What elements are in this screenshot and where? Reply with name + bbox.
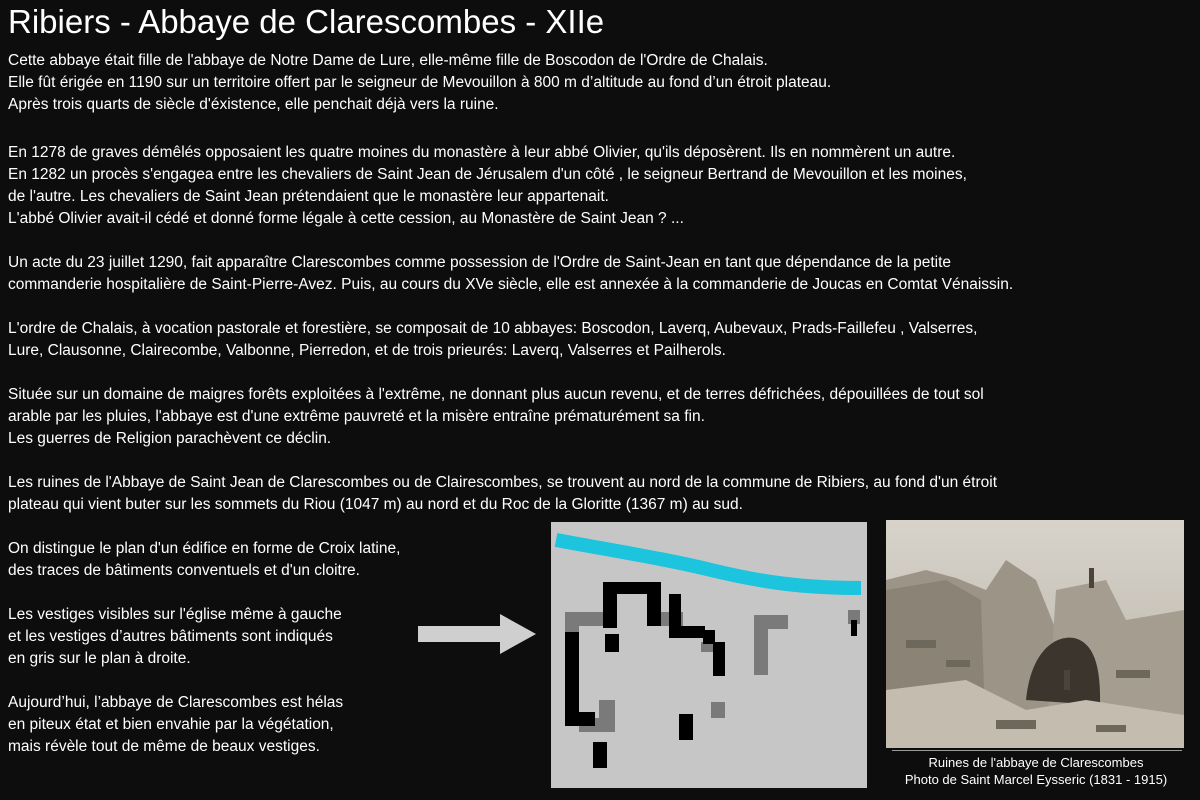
paragraph-saint-jean (8, 252, 1013, 296)
paragraph-plan (8, 538, 400, 582)
text-line: des traces de bâtiments conventuels et d'un cloitre. (8, 562, 360, 579)
caption-divider (892, 750, 1182, 751)
right-arrow-icon (418, 614, 536, 659)
text-line: Lure, Clausonne, Clairecombe, Valbonne, Pierredon, et de trois prieurés: Laverq, Valserres et Pailherols. (8, 342, 726, 359)
text-line: Un acte du 23 juillet 1290, fait apparaître Clarescombes comme possession de l'Ordre de Saint-Jean en tant que dépendance de la petite (8, 254, 952, 271)
text-line: plateau qui vient buter sur les sommets du Riou (1047 m) au nord et du Roc de la Gloritte (1367 m) au sud. (8, 496, 743, 513)
text-line: En 1278 de graves démêlés opposaient les quatre moines du monastère à leur abbé Olivier, qu'ils déposèrent. Ils en nommèrent un autre. (8, 144, 956, 161)
text-line: Elle fût érigée en 1190 sur un territoire offert par le seigneur de Mevouillon à 800 m d’altitude au fond d’un étroit plateau. (8, 74, 832, 91)
paragraph-vestiges (8, 604, 342, 670)
text-line: En 1282 un procès s'engagea entre les chevaliers de Saint Jean de Jérusalem d'un côté , le seigneur Bertrand de Mevouillon et les moines, (8, 166, 967, 183)
text-line: Située sur un domaine de maigres forêts exploitées à l'extrême, ne donnant plus aucun revenu, et de terres défrichées, dépouillées de tout sol (8, 386, 984, 403)
text-line: et les vestiges d’autres bâtiments sont indiqués (8, 628, 333, 645)
text-line: Aujourd’hui, l’abbaye de Clarescombes est hélas (8, 694, 344, 711)
abbey-floor-plan (551, 522, 867, 788)
page-title: Ribiers - Abbaye de Clarescombes - XIIe (8, 3, 605, 40)
text-line: commanderie hospitalière de Saint-Pierre-Avez. Puis, au cours du XVe siècle, elle est annexée à la commanderie de Joucas en Comtat Vénaissin. (8, 276, 1014, 293)
paragraph-origins (8, 50, 831, 116)
paragraph-disputes (8, 142, 967, 230)
paragraph-today (8, 692, 343, 758)
text-line: en gris sur le plan à droite. (8, 650, 191, 667)
text-line: en piteux état et bien envahie par la végétation, (8, 716, 334, 733)
paragraph-location (8, 472, 997, 516)
paragraph-order-chalais (8, 318, 977, 362)
text-line: de l'autre. Les chevaliers de Saint Jean prétendaient que le monastère leur appartenait. (8, 188, 609, 205)
text-line: Les vestiges visibles sur l'église même à gauche (8, 606, 342, 623)
photo-caption-credit: Photo de Saint Marcel Eysseric (1831 - 1915) (904, 772, 1168, 787)
text-line: Les ruines de l'Abbaye de Saint Jean de Clarescombes ou de Clairescombes, se trouvent au nord de la commune de Ribiers, au fond d'un étroit (8, 474, 998, 491)
paragraph-decline (8, 384, 984, 450)
photo-caption-title: Ruines de l'abbaye de Clarescombes (928, 755, 1144, 770)
abbey-ruins-photo (886, 520, 1184, 748)
stream-line (556, 540, 861, 588)
text-line: L'abbé Olivier avait-il cédé et donné forme légale à cette cession, au Monastère de Saint Jean ? ... (8, 210, 684, 227)
text-line: mais révèle tout de même de beaux vestiges. (8, 738, 320, 755)
text-line: Les guerres de Religion parachèvent ce déclin. (8, 430, 332, 447)
text-line: Après trois quarts de siècle d'éxistence, elle penchait déjà vers la ruine. (8, 96, 499, 113)
text-line: On distingue le plan d'un édifice en forme de Croix latine, (8, 540, 401, 557)
text-line: Cette abbaye était fille de l'abbaye de Notre Dame de Lure, elle-même fille de Boscodon de l'Ordre de Chalais. (8, 52, 768, 69)
text-line: arable par les pluies, l'abbaye est d'une extrême pauvreté et la misère entraîne prématurément sa fin. (8, 408, 705, 425)
text-line: L'ordre de Chalais, à vocation pastorale et forestière, se composait de 10 abbayes: Boscodon, Laverq, Aubevaux, Prads-Faillefeu , Valserres, (8, 320, 978, 337)
